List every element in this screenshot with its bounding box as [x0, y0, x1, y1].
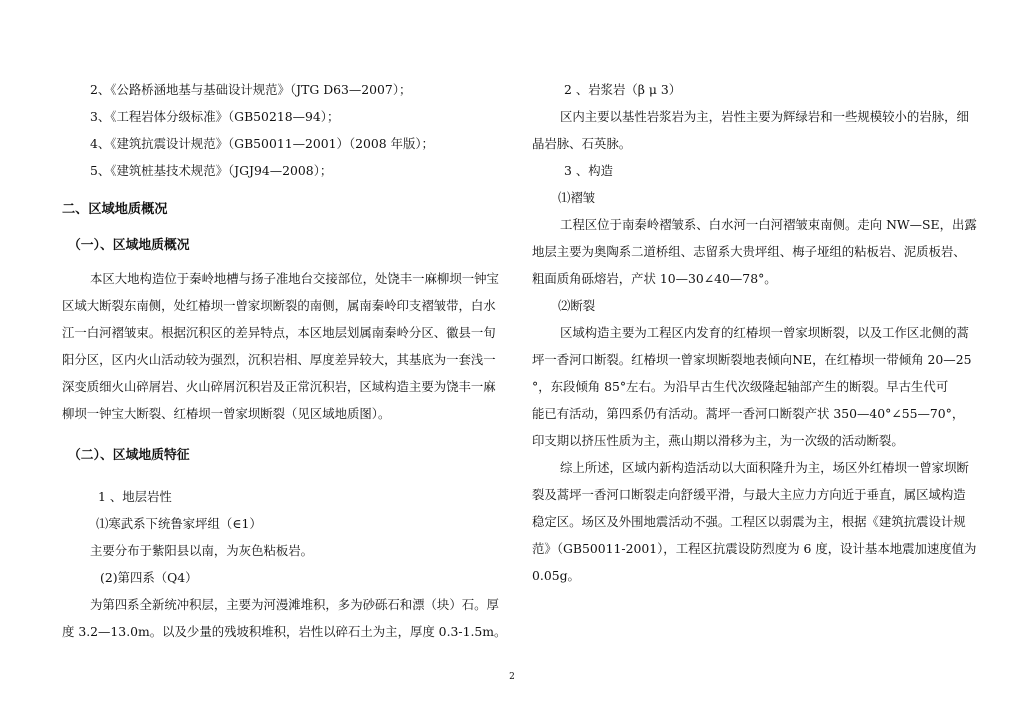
paragraph-line: 江一白河褶皱束。根据沉积区的差异特点，本区地层划属南秦岭分区、徽县一旬 [62, 325, 496, 340]
paragraph-line: 阳分区，区内火山活动较为强烈，沉积岩相、厚度差异较大，其基底为一套浅一 [62, 352, 496, 367]
subsection-title: （一）、区域地质概况 [68, 238, 190, 253]
paragraph-line: 坪一香河口断裂。红椿坝一曾家坝断裂地表倾向NE，在红椿坝一带倾角 20—25 [532, 352, 972, 367]
paragraph-line: 深变质细火山碎屑岩、火山碎屑沉积岩及正常沉积岩，区域构造主要为饶丰一麻 [62, 379, 496, 394]
paragraph-line: 区域构造主要为工程区内发育的红椿坝一曾家坝断裂，以及工作区北侧的蒿 [560, 325, 969, 340]
paragraph-line: °，东段倾角 85°左右。为沿早古生代次级隆起轴部产生的断裂。早古生代可 [532, 379, 949, 394]
heading-quaternary: (2)第四系（Q4） [100, 570, 198, 585]
heading-cambrian: ⑴寒武系下统鲁家坪组（∈1） [96, 516, 262, 531]
paragraph-line: 0.05g。 [532, 568, 580, 583]
heading-fault: ⑵断裂 [558, 298, 596, 313]
paragraph-line: 度 3.2—13.0m。以及少量的残坡积堆积，岩性以碎石土为主，厚度 0.3-1.5m。 [62, 624, 507, 639]
paragraph-line: 能已有活动，第四系仍有活动。蒿坪一香河口断裂产状 350—40°∠55—70°， [532, 406, 965, 421]
paragraph-line: 综上所述，区域内新构造活动以大面积隆升为主，场区外红椿坝一曾家坝断 [560, 460, 969, 475]
reference-item: 2、《公路桥涵地基与基础设计规范》（JTG D63—2007）； [90, 82, 412, 97]
paragraph-line: 裂及蒿坪一香河口断裂走向舒缓平滑，与最大主应力方向近于垂直，属区域构造 [532, 487, 966, 502]
heading-fold: ⑴褶皱 [558, 190, 596, 205]
paragraph-line: 晶岩脉、石英脉。 [532, 136, 632, 151]
heading-strata: 1 、地层岩性 [98, 489, 172, 504]
page-number: 2 [509, 672, 515, 682]
paragraph-line: 范》（GB50011-2001），工程区抗震设防烈度为 6 度，设计基本地震加速度值为 [532, 541, 977, 556]
subsection-title: （二）、区域地质特征 [68, 448, 190, 463]
paragraph-line: 主要分布于紫阳县以南，为灰色粘板岩。 [90, 543, 314, 558]
paragraph-line: 稳定区。场区及外围地震活动不强。工程区以弱震为主，根据《建筑抗震设计规 [532, 514, 966, 529]
paragraph-line: 为第四系全新统冲积层，主要为河漫滩堆积，多为砂砾石和漂（块）石。厚 [90, 597, 499, 612]
section-title: 二、区域地质概况 [62, 202, 168, 217]
paragraph-line: 区内主要以基性岩浆岩为主，岩性主要为辉绿岩和一些规模较小的岩脉，细 [560, 109, 969, 124]
paragraph-line: 区域大断裂东南侧，处红椿坝一曾家坝断裂的南侧，属南秦岭印支褶皱带，白水 [62, 298, 496, 313]
paragraph-line: 本区大地构造位于秦岭地槽与扬子准地台交接部位，处饶丰一麻柳坝一钟宝 [90, 271, 499, 286]
paragraph-line: 柳坝一钟宝大断裂、红椿坝一曾家坝断裂（见区域地质图）。 [62, 406, 391, 421]
paragraph-line: 地层主要为奥陶系二道桥组、志留系大贵坪组、梅子垭组的粘板岩、泥质板岩、 [532, 244, 966, 259]
heading-structure: 3 、构造 [564, 163, 613, 178]
paragraph-line: 粗面质角砾熔岩，产状 10—30∠40—78°。 [532, 271, 777, 286]
reference-item: 4、《建筑抗震设计规范》（GB50011—2001）（2008 年版）； [90, 136, 434, 151]
paragraph-line: 印支期以挤压性质为主，燕山期以滑移为主，为一次级的活动断裂。 [532, 433, 904, 448]
paragraph-line: 工程区位于南秦岭褶皱系、白水河一白河褶皱束南侧。走向 NW—SE，出露 [560, 217, 977, 232]
reference-item: 3、《工程岩体分级标准》（GB50218—94）； [90, 109, 340, 124]
heading-igneous: 2 、岩浆岩（β μ 3） [564, 82, 682, 97]
reference-item: 5、《建筑桩基技术规范》（JGJ94—2008）； [90, 163, 333, 178]
